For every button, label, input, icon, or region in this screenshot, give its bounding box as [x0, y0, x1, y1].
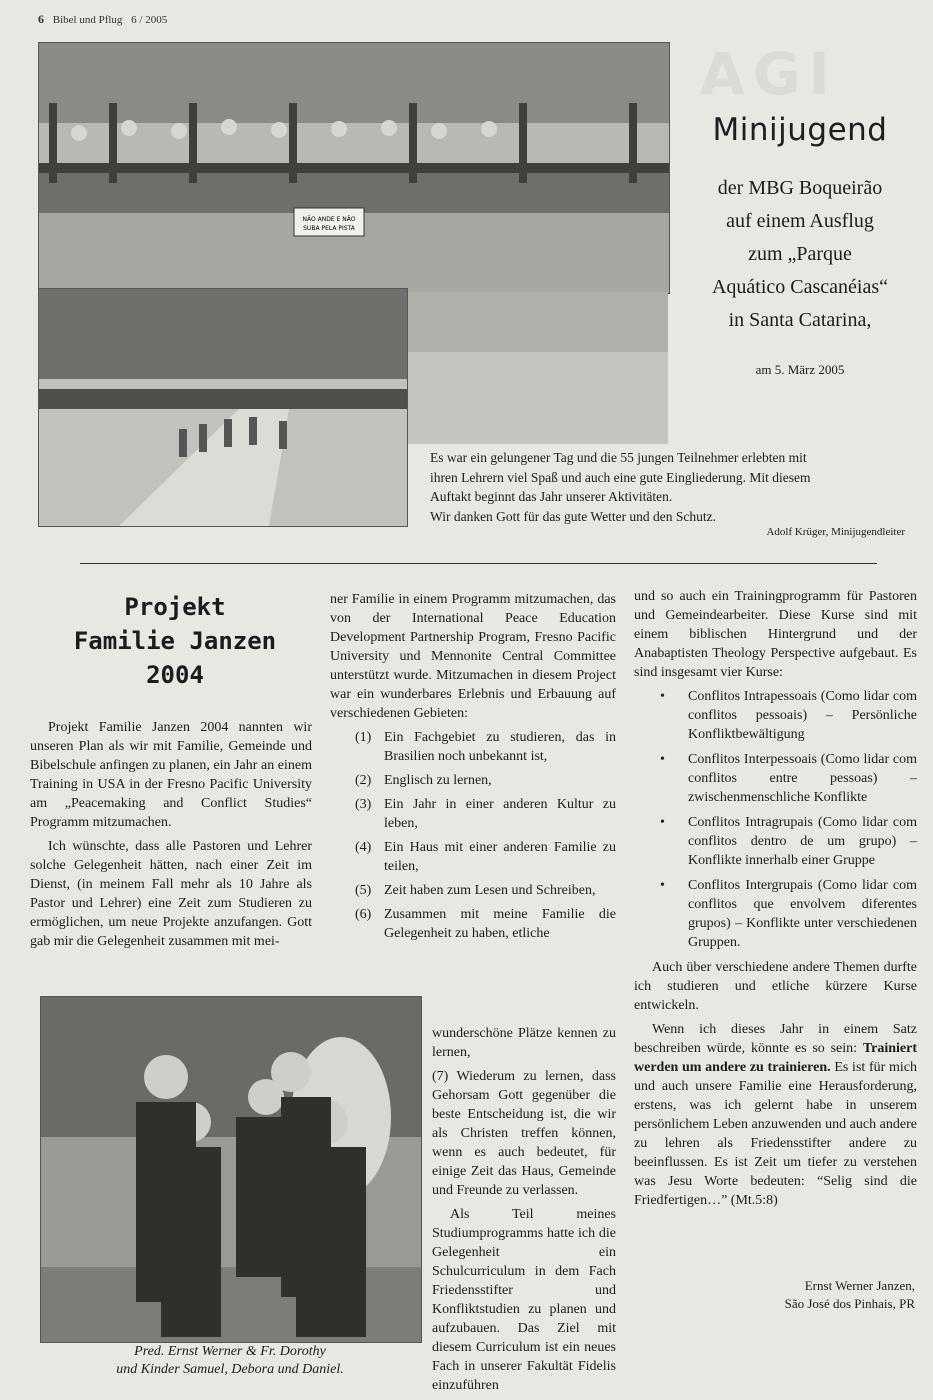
subtitle-line: zum „Parque — [748, 243, 852, 265]
paragraph: Projekt Familie Janzen 2004 nannten wir unseren Plan als wir mit Familie, Gemeinde und Bibelschule anfingen zu planen, ein Jahr an einem Training in USA in der Fresno Pacific University am „Peacemaking and Conflict Studies“ Programm mitzumachen. — [30, 720, 312, 830]
caption-line: Pred. Ernst Werner & Fr. Dorothy — [134, 1344, 326, 1359]
article-column-3 — [634, 587, 917, 1215]
paragraph: ner Familie in einem Programm mitzumachen, das von der International Peace Education Development Partnership Program, Fresno Pacific University und Mennonite Central Committee unterstützt wurde. Mitzumachen in diesem Project war ein wunderbares Erlebnis und Erbauung auf verschiedenen Gebieten: — [330, 592, 616, 721]
minijugend-subtitle — [680, 172, 920, 337]
sign-line-1: NÃO ANDE E NÃO — [302, 216, 356, 223]
course-item: • Conflitos Intrapessoais (Como lidar com conflitos pessoais) – Persönliche Konfliktbewältigung — [660, 689, 917, 742]
goal-continuation: wunderschöne Plätze kennen zu lernen, — [432, 1026, 616, 1060]
subtitle-line: in Santa Catarina, — [728, 309, 872, 331]
goal-item — [330, 905, 616, 943]
goal-7: (7) Wiederum zu lernen, dass Gehorsam Gott gegenüber die beste Entscheidung ist, die wir als Christen treffen können, wenn es auch bedeutet, für einige Zeit das Haus, Gemeinde und Freunde zu verlassen. — [432, 1069, 616, 1198]
text-run: Wenn ich dieses Jahr in einem Satz beschreiben würde, könnte es so sein: — [634, 1022, 917, 1056]
course-item: • Conflitos Interpessoais (Como lidar com conflitos entre pessoas) – zwischenmenschliche Konflikte — [660, 752, 917, 805]
caption-line: Wir danken Gott für das gute Wetter und den Schutz. — [430, 508, 717, 524]
subtitle-line: auf einem Ausflug — [726, 210, 874, 232]
paragraph: Ich wünschte, dass alle Pastoren und Lehrer solche Gelegenheit hätten, nach einer Zeit im Dienst, (in meinem Fall mehr als 10 Jahre als Pastor und Lehrer) eine Zeit zum Studieren zu ermöglichen, um neue Projekte anzufangen. Gott gab mir die Gelegenheit zusammen mit mei- — [30, 839, 312, 949]
title-line: Familie Janzen — [73, 627, 277, 655]
minijugend-date: am 5. März 2005 — [755, 362, 845, 377]
background-logo: AGI — [700, 40, 839, 108]
bold-emphasis: Trainiert werden um andere zu trainieren. — [634, 1041, 917, 1075]
subtitle-line: Aquático Cascanéias“ — [711, 276, 889, 298]
publication-name: Bibel und Pflug — [52, 14, 123, 26]
goal-number: (1) — [355, 730, 372, 745]
goal-number: (2) — [355, 773, 372, 788]
paragraph: und so auch ein Trainingprogramm für Pastoren und Gemeindearbeiter. Diese Kurse sind mit einem biblischen Hintergrund und der Anabaptisten Theology Perspective aufgebaut. Es sind insgesamt vier Kurse: — [634, 589, 917, 680]
goal-number: (3) — [355, 797, 372, 812]
paragraph: Auch über verschiedene andere Themen durfte ich studieren und etliche kürzere Kurse entwickeln. — [634, 960, 917, 1013]
article-column-1 — [30, 718, 312, 956]
photo-group-bridge — [38, 42, 670, 294]
goal-item — [330, 795, 616, 833]
goal-number: (5) — [355, 883, 372, 898]
photo-janzen-family — [40, 996, 422, 1343]
goal-text: Ein Fachgebiet zu studieren, das in Brasilien noch unbekannt ist, — [384, 730, 616, 764]
title-line: Projekt — [124, 593, 226, 621]
title-line: 2004 — [146, 661, 204, 689]
goal-number: (6) — [355, 907, 372, 922]
article-signature — [720, 1277, 915, 1313]
paragraph: Als Teil meines Studiumprogramms hatte ich die Gelegenheit ein Schulcurriculum in dem Fach Friedensstifter und Konfliktstudien zu planen und aufzubauen. Das Ziel mit diesem Curriculum ist ein neues Fach in unserer Fakultät Fidelis einzuführen — [432, 1207, 616, 1393]
course-text: Conflitos Intragrupais (Como lidar com conflitos dentro de um grupo) – Konflikte innerhalb einer Gruppe — [688, 815, 917, 868]
course-text: Conflitos Intrapessoais (Como lidar com conflitos pessoais) – Persönliche Konfliktbewältigung — [688, 689, 917, 742]
goal-item — [330, 771, 616, 790]
sign-line-2: SUBA PELA PISTA — [303, 225, 355, 232]
goal-item — [330, 728, 616, 766]
paragraph — [634, 1020, 917, 1210]
caption-line: Es war ein gelungener Tag und die 55 jungen Teilnehmer erlebten mit — [430, 450, 807, 465]
article-column-2-continued — [432, 1024, 616, 1400]
course-item: • Conflitos Intragrupais (Como lidar com conflitos dentro de um grupo) – Konflikte innerhalb einer Gruppe — [660, 815, 917, 868]
goal-number: (4) — [355, 840, 372, 855]
text-run: Es ist für mich und auch unsere Familie eine Herausforderung, erstens, was ich gelernt habe in unserem persönlichem Leben anzuwenden und auch andere zu lehren als Friedensstifter andere zu beeinflussen. Es ist Zeit um tiefer zu verstehen was Jesu Worte bedeuten: “Selig sind die Friedfertigen…” (Mt.5:8) — [634, 1060, 917, 1208]
section-divider — [80, 563, 877, 564]
article-column-2 — [330, 590, 616, 948]
projekt-title — [40, 590, 310, 692]
goal-text: Zeit haben zum Lesen und Schreiben, — [384, 883, 596, 898]
goals-list — [330, 728, 616, 943]
subtitle-line: der MBG Boqueirão — [717, 177, 883, 199]
course-text: Conflitos Intergrupais (Como lidar com conflitos que envolvem diferentes grupos) – Konflikte unter verschiedenen Gruppen. — [688, 878, 917, 950]
goal-text: Englisch zu lernen, — [384, 773, 492, 788]
minijugend-title: Minijugend — [712, 112, 888, 148]
goal-item — [330, 838, 616, 876]
minijugend-signature: Adolf Krüger, Minijugendleiter — [766, 526, 905, 538]
goal-text: Ein Jahr in einer anderen Kultur zu leben, — [384, 797, 616, 831]
course-text: Conflitos Interpessoais (Como lidar com conflitos entre pessoas) – zwischenmenschliche Konflikte — [688, 752, 917, 805]
courses-list — [634, 687, 917, 952]
minijugend-caption — [430, 448, 900, 526]
signature-line: São José dos Pinhais, PR — [784, 1296, 915, 1311]
caption-line: Auftakt beginnt das Jahr unserer Aktivitäten. — [430, 489, 673, 504]
page-header — [38, 12, 167, 27]
signature-line: Ernst Werner Janzen, — [804, 1278, 915, 1293]
issue-number: 6 / 2005 — [131, 14, 168, 26]
course-item: • Conflitos Intergrupais (Como lidar com conflitos que envolvem diferentes grupos) – Konflikte unter verschiedenen Gruppen. — [660, 878, 917, 950]
goal-text: Ein Haus mit einer anderen Familie zu teilen, — [384, 840, 616, 874]
goal-item — [330, 881, 616, 900]
caption-line: und Kinder Samuel, Debora und Daniel. — [116, 1362, 344, 1377]
goal-text: Zusammen mit meine Familie die Gelegenheit zu haben, etliche — [384, 907, 616, 941]
family-photo-caption — [40, 1343, 420, 1379]
page-number: 6 — [38, 12, 44, 26]
photo-pool-walkway — [38, 288, 408, 527]
caption-line: ihren Lehrern viel Spaß und auch eine gute Eingliederung. Mit diesem — [430, 469, 811, 485]
photo-water-slide-background — [408, 292, 668, 444]
